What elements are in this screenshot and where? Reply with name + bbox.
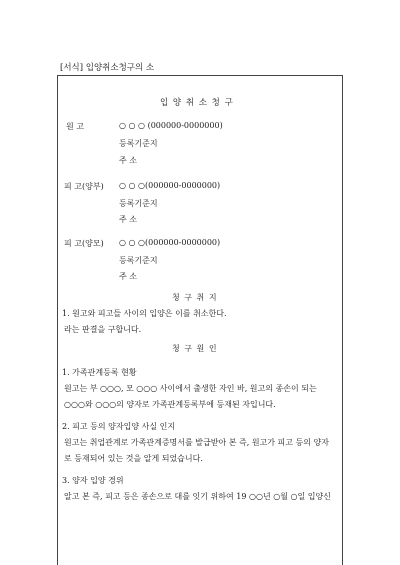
claim-heading: 청 구 취 지 xyxy=(172,293,218,302)
cause-section-3-line-1: 알고 본 즉, 피고 등은 종손으로 대를 잇기 위하여 19 ○○년 ○월 ○일 입양신 xyxy=(64,492,331,501)
cause-section-2-line-1: 원고는 취업관계로 가족관계증명서를 발급받아 본 즉, 원고가 피고 등의 양자 xyxy=(64,438,329,447)
plaintiff-name: ○ ○ ○ (000000-0000000) xyxy=(119,121,223,130)
cause-section-1-line-1: 원고는 부 ○○○, 모 ○○○ 사이에서 출생한 자인 바, 원고의 종손이 되는 xyxy=(64,384,317,393)
claim-line-2: 라는 판결을 구합니다. xyxy=(64,325,142,334)
cause-heading: 청 구 원 인 xyxy=(172,344,218,353)
plaintiff-registration-label: 등록기준지 xyxy=(119,139,158,148)
form-caption: [서식] 입양취소청구의 소 xyxy=(60,63,155,73)
defendant-mother-role: 피 고(양모) xyxy=(64,239,104,248)
defendant-father-address-label: 주 소 xyxy=(119,215,137,224)
defendant-mother-address-label: 주 소 xyxy=(119,272,137,281)
defendant-mother-name: ○ ○ ○(000000-0000000) xyxy=(119,238,221,247)
document-title: 입 양 취 소 청 구 xyxy=(160,98,234,108)
defendant-father-name: ○ ○ ○(000000-0000000) xyxy=(119,181,221,190)
claim-line-1: 1. 원고와 피고들 사이의 입양은 이를 취소한다. xyxy=(62,309,227,318)
defendant-father-registration-label: 등록기준지 xyxy=(119,199,158,208)
defendant-mother-registration-label: 등록기준지 xyxy=(119,256,158,265)
plaintiff-role: 원 고 xyxy=(66,122,84,131)
cause-section-3-title: 3. 양자 입양 경위 xyxy=(62,476,124,485)
cause-section-1-line-2: ○○○와 ○○○의 양자로 가족관계등록부에 등재된 자입니다. xyxy=(64,400,276,409)
defendant-father-role: 피 고(양부) xyxy=(64,182,104,191)
cause-section-2-title: 2. 피고 등의 양자입양 사실 인지 xyxy=(62,422,176,431)
cause-section-2-line-2: 로 등재되어 있는 것을 알게 되었습니다. xyxy=(64,454,203,463)
plaintiff-address-label: 주 소 xyxy=(119,156,137,165)
cause-section-1-title: 1. 가족관계등록 현황 xyxy=(62,368,137,377)
